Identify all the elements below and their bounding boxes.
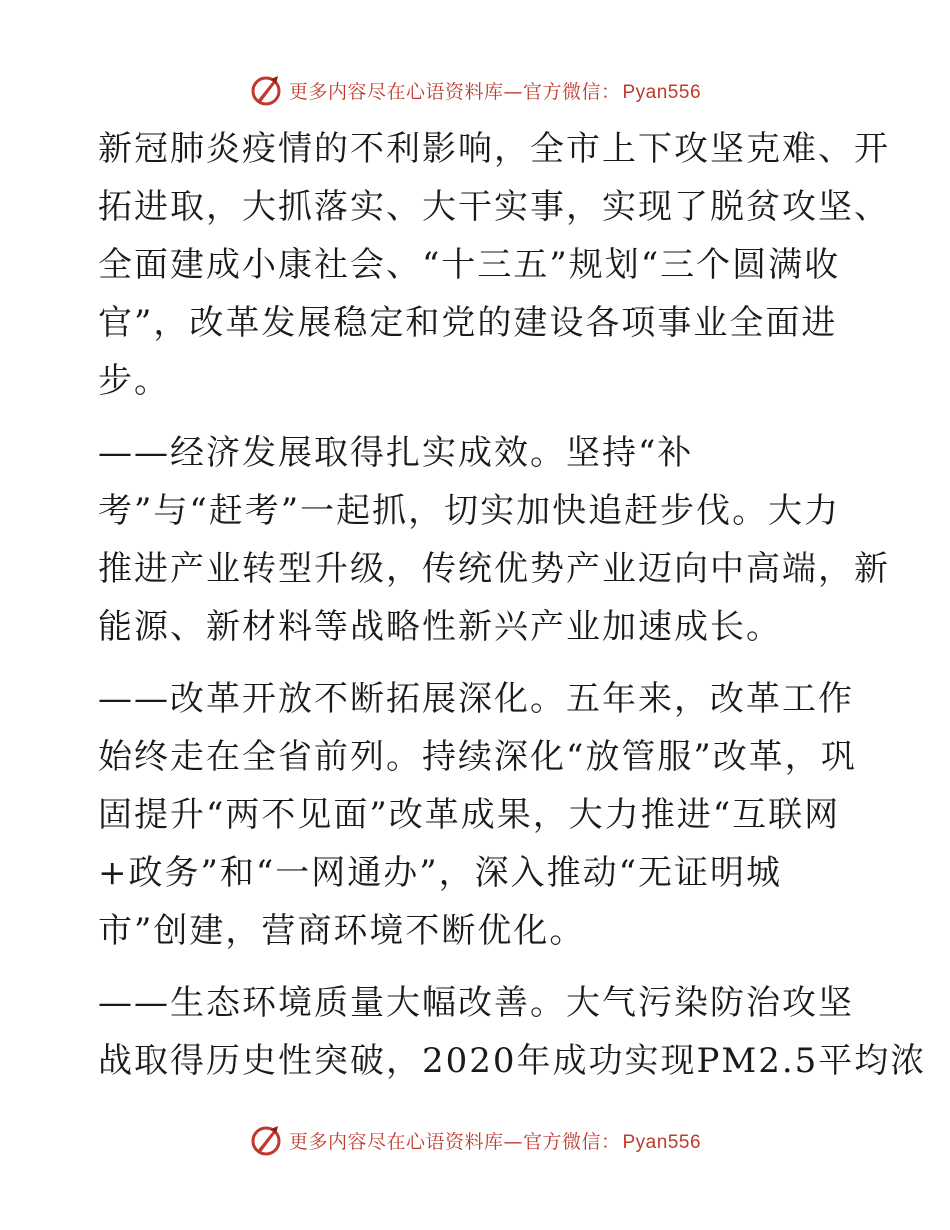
body-line: ——改革开放不断拓展深化。五年来，改革工作	[98, 679, 854, 719]
paragraph-gap	[98, 656, 858, 670]
body-line: 官”，改革发展稳定和党的建设各项事业全面进	[98, 303, 838, 343]
body-line: 新冠肺炎疫情的不利影响，全市上下攻坚克难、开	[98, 129, 890, 169]
body-line: 能源、新材料等战略性新兴产业加速成长。	[98, 607, 782, 647]
body-line: 始终走在全省前列。持续深化“放管服”改革，巩	[98, 737, 857, 777]
footer-wechat-handle: Pyan556	[622, 1131, 702, 1153]
paragraph-gap	[98, 410, 858, 424]
paragraph-gap	[98, 960, 858, 974]
body-line: 战取得历史性突破，2020年成功实现PM2.5平均浓	[98, 1041, 927, 1081]
body-line: 考”与“赶考”一起抓，切实加快追赶步伐。大力	[98, 491, 841, 531]
body-line: ——生态环境质量大幅改善。大气污染防治攻坚	[98, 983, 854, 1023]
header-banner-text	[289, 77, 701, 104]
document-body	[98, 120, 927, 1090]
body-line: 全面建成小康社会、“十三五”规划“三个圆满收	[98, 245, 841, 285]
quill-logo-icon	[249, 73, 283, 107]
body-line: 市”创建，营商环境不断优化。	[98, 911, 586, 951]
body-line: 固提升“两不见面”改革成果，大力推进“互联网	[98, 795, 841, 835]
quill-logo-icon	[249, 1123, 283, 1157]
body-line: +政务”和“一网通办”，深入推动“无证明城	[98, 853, 783, 893]
header-wechat-handle: Pyan556	[622, 81, 702, 103]
body-line: 拓进取，大抓落实、大干实事，实现了脱贫攻坚、	[98, 187, 890, 227]
body-line: 推进产业转型升级，传统优势产业迈向中高端，新	[98, 549, 890, 589]
body-line: ——经济发展取得扎实成效。坚持“补	[98, 433, 694, 473]
header-banner	[0, 70, 950, 110]
header-banner-label: 更多内容尽在心语资料库—官方微信：	[288, 80, 621, 103]
footer-banner-label: 更多内容尽在心语资料库—官方微信：	[288, 1130, 621, 1153]
body-line: 步。	[98, 361, 170, 401]
footer-banner-text	[289, 1127, 701, 1154]
footer-banner	[0, 1120, 950, 1160]
